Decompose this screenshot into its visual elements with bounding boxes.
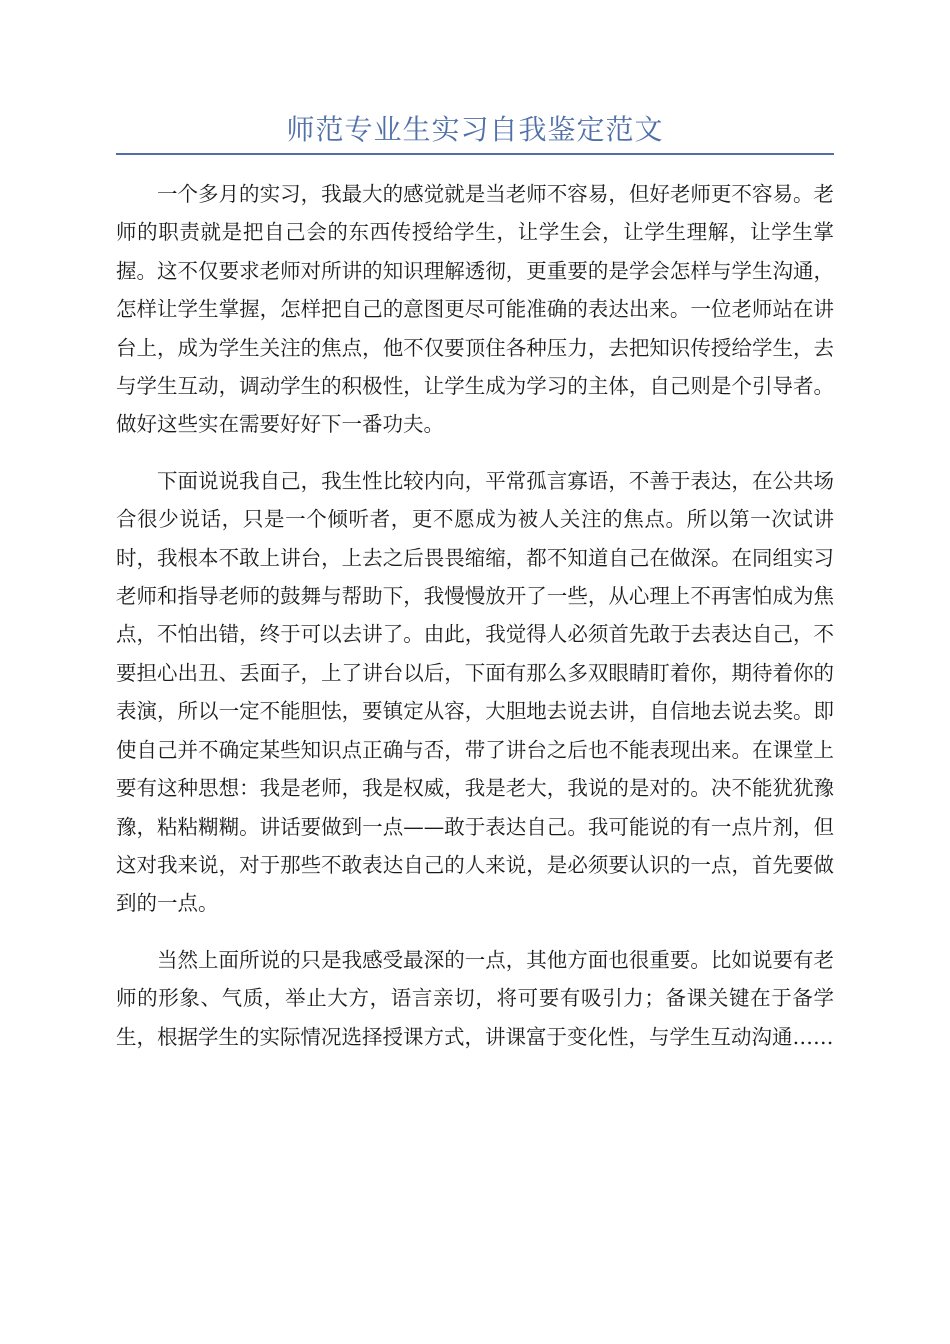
title-underline (116, 153, 834, 155)
paragraph-3: 当然上面所说的只是我感受最深的一点，其他方面也很重要。比如说要有老师的形象、气质，举止大方，语言亲切，将可要有吸引力；备课关键在于备学生，根据学生的实际情况选择授课方式，讲课富于变化性，与学生互动沟通…… (116, 947, 834, 1049)
paragraph-2: 下面说说我自己，我生性比较内向，平常孤言寡语，不善于表达，在公共场合很少说话，只是一个倾听者，更不愿成为被人关注的焦点。所以第一次试讲时，我根本不敢上讲台，上去之后畏畏缩缩，都不知道自己在做深。在同组实习老师和指导老师的鼓舞与帮助下，我慢慢放开了一些，从心理上不再害怕成为焦点，不怕出错，终于可以去讲了。由此，我觉得人必须首先敢于去表达自己，不要担心出丑、丢面子，上了讲台以后，下面有那么多双眼睛盯着你，期待着你的表演，所以一定不能胆怯，要镇定从容，大胆地去说去讲，自信地去说去奖。即使自己并不确定某些知识点正确与否，带了讲台之后也不能表现出来。在课堂上要有这种思想：我是老师，我是权威，我是老大，我说的是对的。决不能犹犹豫豫，粘粘糊糊。讲话要做到一点——敢于表达自己。我可能说的有一点片剂，但这对我来说，对于那些不敢表达自己的人来说，是必须要认识的一点，首先要做到的一点。 (116, 468, 834, 916)
document-body (116, 175, 834, 1074)
document-title: 师范专业生实习自我鉴定范文 (286, 113, 664, 146)
paragraph-1: 一个多月的实习，我最大的感觉就是当老师不容易，但好老师更不容易。老师的职责就是把自己会的东西传授给学生，让学生会，让学生理解，让学生掌握。这不仅要求老师对所讲的知识理解透彻，更重要的是学会怎样与学生沟通，怎样让学生掌握，怎样把自己的意图更尽可能准确的表达出来。一位老师站在讲台上，成为学生关注的焦点，他不仅要顶住各种压力，去把知识传授给学生，去与学生互动，调动学生的积极性，让学生成为学习的主体，自己则是个引导者。做好这些实在需要好好下一番功夫。 (116, 182, 834, 437)
